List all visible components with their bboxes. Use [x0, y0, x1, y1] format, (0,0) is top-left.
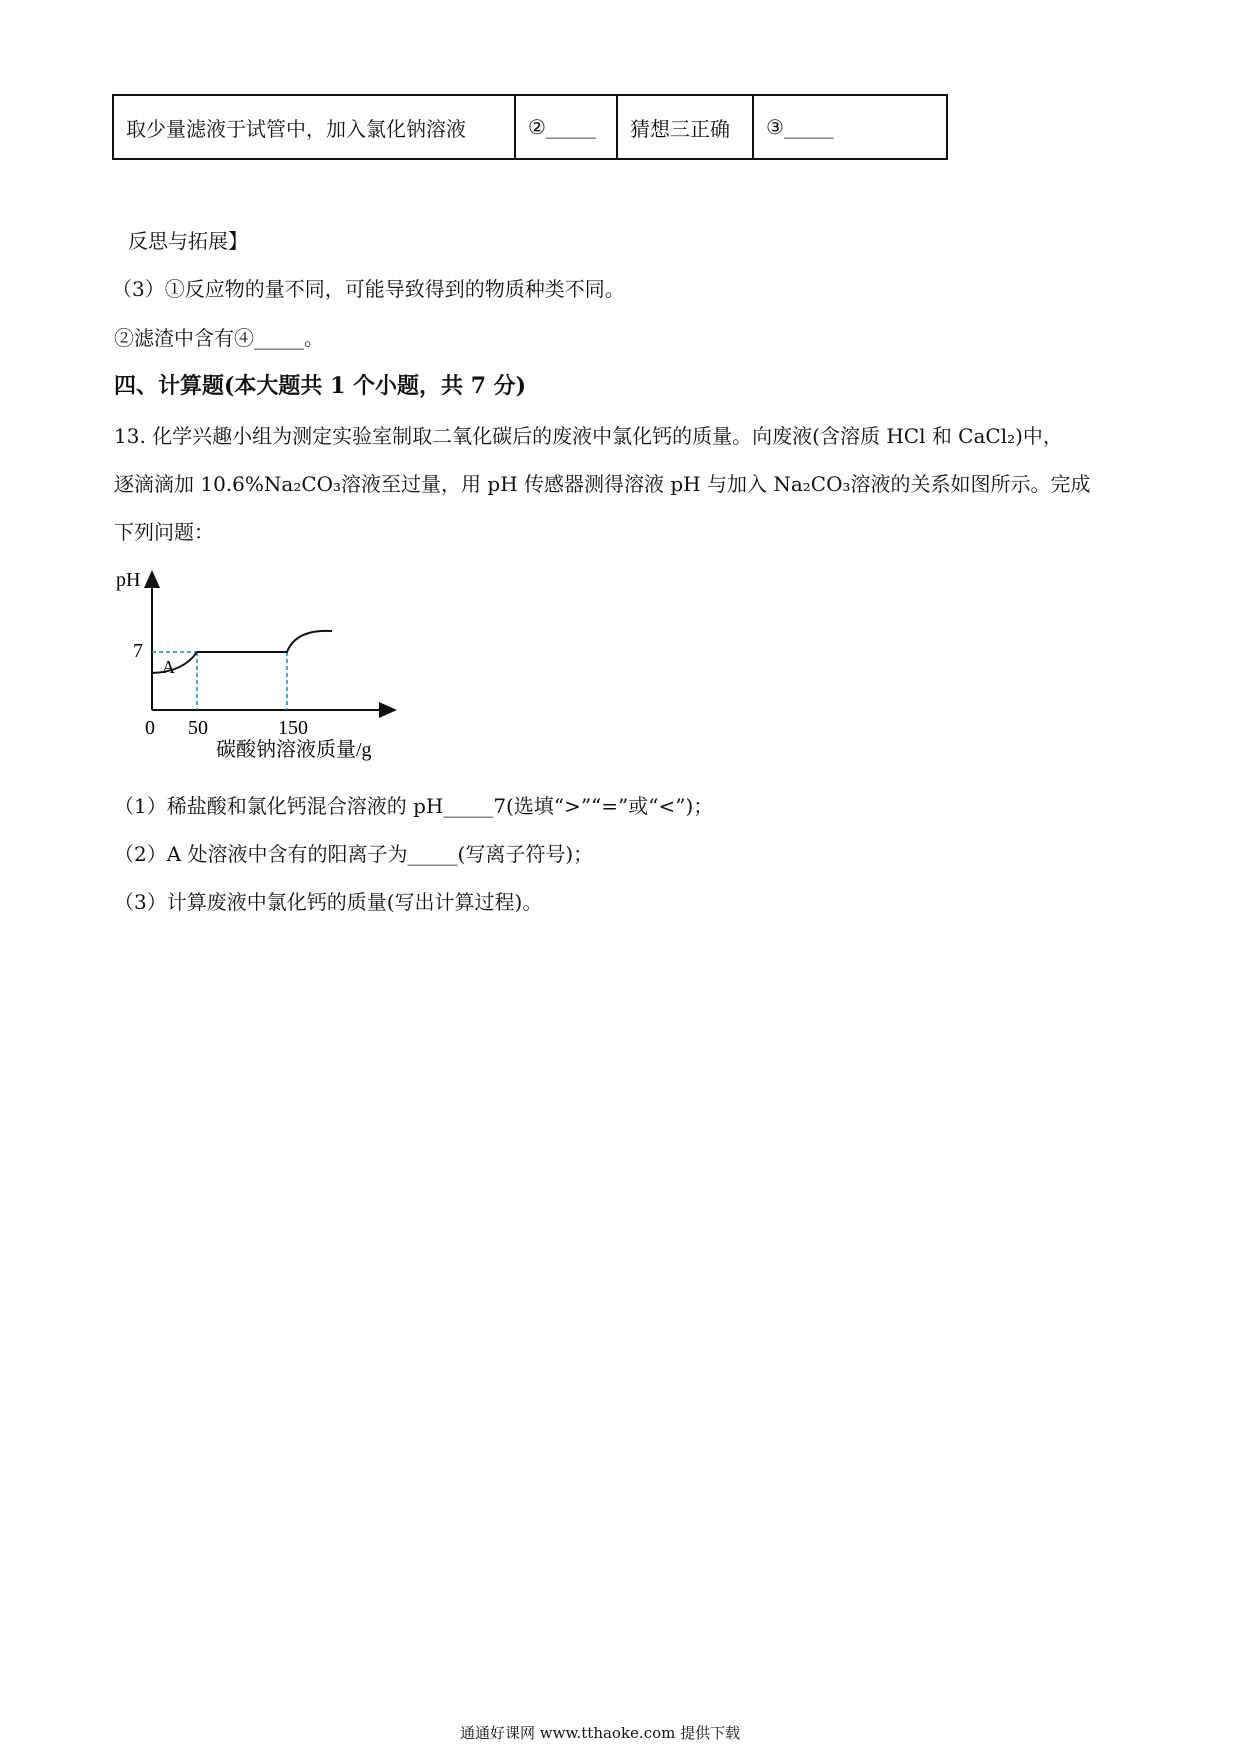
x-tick-50: 50: [188, 717, 208, 739]
table-cell-equation: ③_____: [766, 115, 834, 139]
annotation-a: A: [162, 657, 175, 677]
section-title: 四、计算题(本大题共 1 个小题，共 7 分): [114, 373, 527, 399]
q13-line-1: 13. 化学兴趣小组为测定实验室制取二氧化碳后的废液中氯化钙的质量。向废液(含溶质 HCl 和 CaCl₂)中，: [114, 424, 1063, 448]
experiment-table-row: [112, 94, 948, 160]
table-cell-operation: 取少量滤液于试管中，加入氯化钠溶液: [114, 96, 516, 158]
ph-chart: [100, 560, 420, 770]
reflection-item-3b: ②滤渣中含有④_____。: [114, 326, 324, 350]
q13-line-3: 下列问题：: [114, 520, 214, 544]
x-tick-150: 150: [278, 717, 308, 739]
q13-line-2: 逐滴滴加 10.6%Na₂CO₃溶液至过量，用 pH 传感器测得溶液 pH 与加入 Na₂CO₃溶液的关系如图所示。完成: [114, 472, 1091, 496]
q13-sub-1: （1）稀盐酸和氯化钙混合溶液的 pH_____7(选填“>”“=”或“<”)；: [114, 794, 714, 818]
table-cell-phenomenon: ②_____: [516, 96, 618, 158]
q13-sub-2: （2）A 处溶液中含有的阳离子为_____(写离子符号)；: [114, 842, 594, 866]
table-cell-conclusion: 猜想三正确: [618, 96, 754, 158]
y-tick-7: 7: [133, 640, 143, 662]
reflection-item-3: （3）①反应物的量不同，可能导致得到的物质种类不同。: [112, 277, 625, 301]
x-tick-0: 0: [145, 717, 155, 739]
y-axis-label: pH: [116, 569, 141, 591]
footer-text: 通通好课网 www.tthaoke.com 提供下载: [460, 1724, 741, 1742]
x-axis-label: 碳酸钠溶液质量/g: [216, 739, 372, 761]
q13-sub-3: （3）计算废液中氯化钙的质量(写出计算过程)。: [114, 890, 543, 914]
ph-curve: [152, 631, 332, 673]
reflection-heading: 反思与拓展】: [128, 229, 248, 253]
